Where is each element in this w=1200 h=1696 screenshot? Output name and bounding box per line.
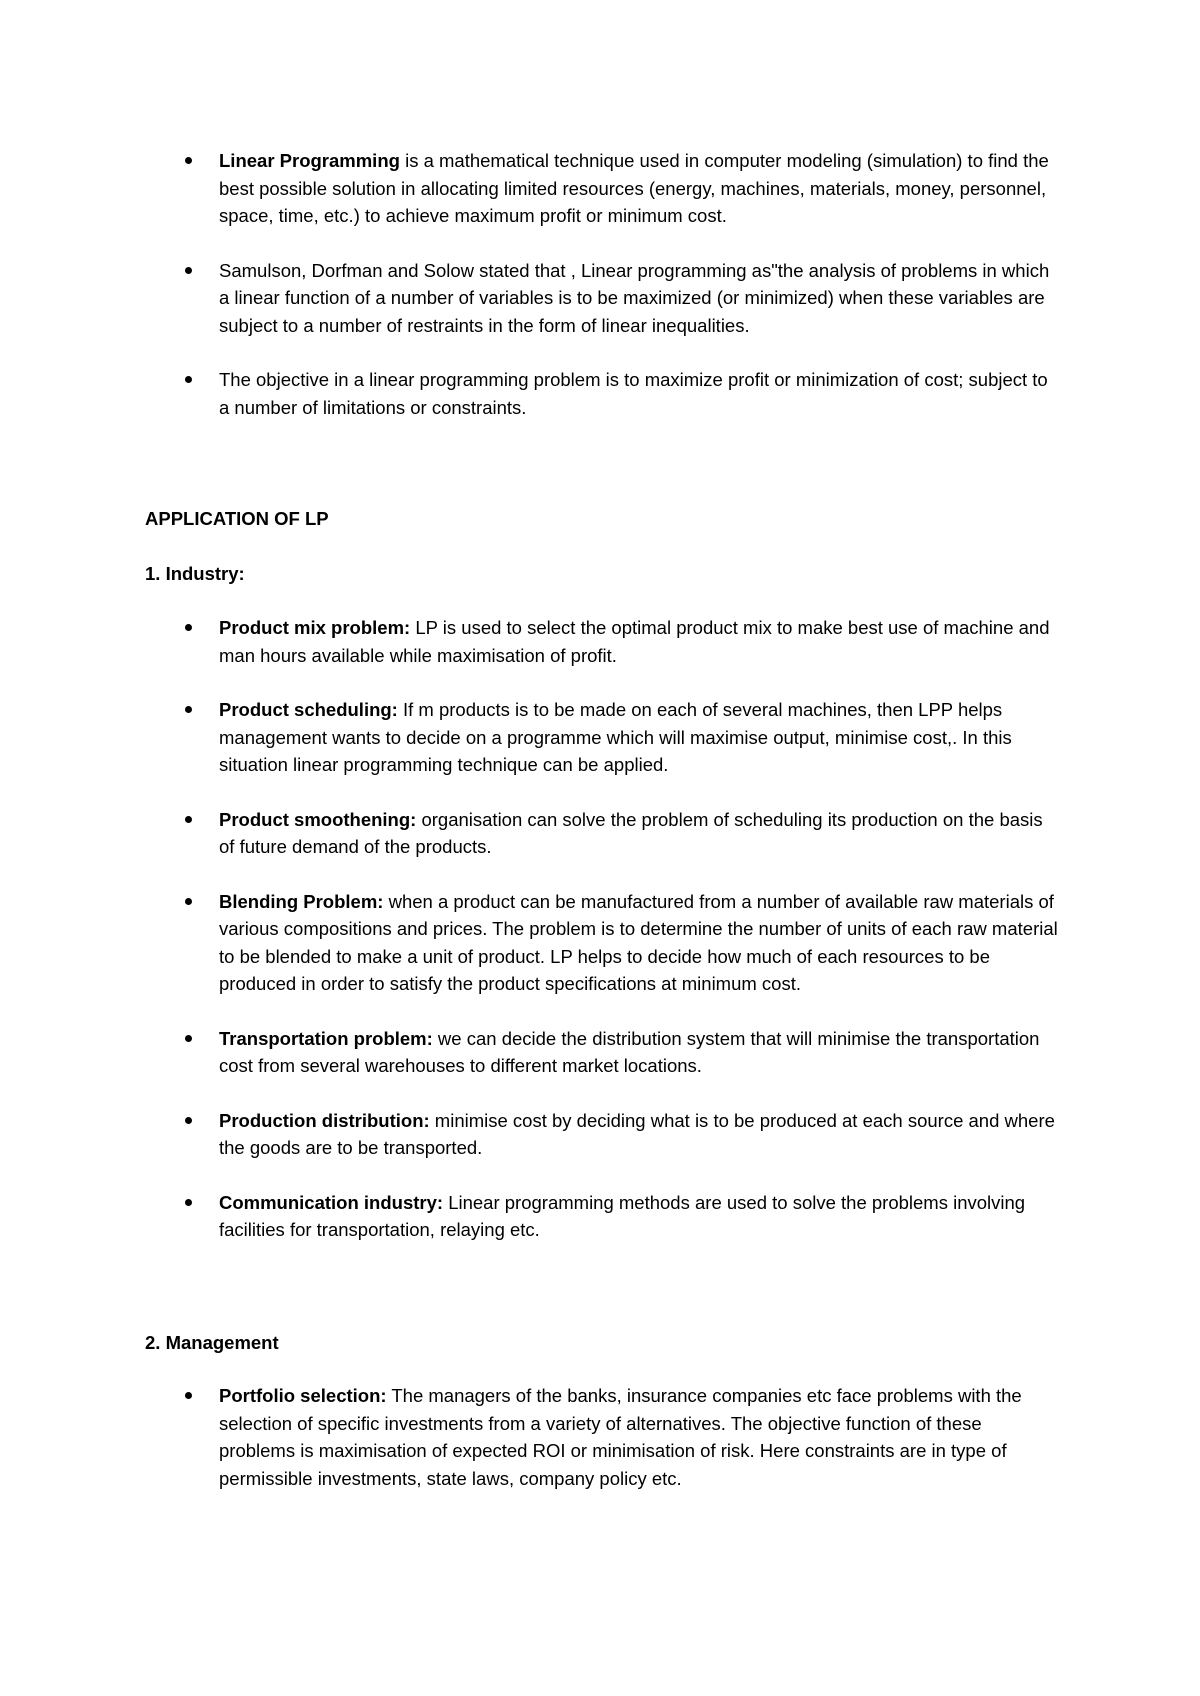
bullet-icon — [185, 1117, 192, 1124]
intro-bullet-item — [0, 366, 1059, 421]
bullet-text: The managers of the banks, insurance companies etc face problems with the selection of specific investments from a variety of alternatives. The objective function of these problems is maximisation of expected ROI or minimisation of risk. Here constraints are in type of permissible investments, state laws, company policy etc. — [219, 1385, 1022, 1489]
industry-bullet-item — [0, 614, 1059, 669]
industry-bullet-item — [0, 1189, 1059, 1244]
bullet-icon — [185, 1392, 192, 1399]
industry-bullet-item — [0, 888, 1059, 998]
intro-bullet-item — [0, 147, 1059, 230]
bullet-term: Communication industry: — [219, 1191, 444, 1213]
bullet-term: Blending Problem: — [219, 890, 384, 912]
industry-bullet-item — [0, 1107, 1059, 1162]
bullet-term: Product mix problem: — [219, 617, 411, 638]
management-bullet-list — [0, 1382, 1200, 1492]
management-heading: 2. Management — [145, 1332, 279, 1353]
bullet-icon — [185, 898, 192, 905]
intro-section — [0, 147, 1200, 421]
management-section — [0, 1382, 1200, 1492]
bullet-icon — [185, 267, 192, 274]
bullet-text: The objective in a linear programming problem is to maximize profit or minimization of cost; subject to a number of limitations or constraints. — [219, 369, 1048, 418]
bullet-term: Product scheduling: — [219, 699, 398, 720]
bullet-icon — [185, 816, 192, 823]
bullet-term: Production distribution: — [219, 1109, 430, 1131]
bullet-text: minimise cost by deciding what is to be produced at each source and where the goods are to be transported. — [219, 1109, 1055, 1158]
intro-bullet-item — [0, 257, 1059, 340]
bullet-text: If m products is to be made on each of several machines, then LPP helps management wants to decide on a programme which will maximise output, minimise cost,. In this situation linear programming technique can be applied. — [219, 699, 1012, 775]
industry-bullet-item — [0, 696, 1059, 779]
industry-bullet-list — [0, 614, 1200, 1244]
application-heading: APPLICATION OF LP — [145, 508, 329, 529]
industry-section — [0, 614, 1200, 1244]
bullet-text: LP is used to select the optimal product mix to make best use of machine and man hours available while maximisation of profit. — [219, 617, 1050, 666]
bullet-icon — [185, 706, 192, 713]
bullet-term: Linear Programming — [219, 150, 400, 171]
bullet-text: is a mathematical technique used in computer modeling (simulation) to find the best possible solution in allocating limited resources (energy, machines, materials, money, personnel, space, time, etc.) to achieve maximum profit or minimum cost. — [219, 150, 1049, 226]
bullet-term: Transportation problem: — [219, 1027, 433, 1049]
bullet-text: Samulson, Dorfman and Solow stated that , Linear programming as"the analysis of problems in which a linear function of a number of variables is to be maximized (or minimized) when these variables are subject to a number of restraints in the form of linear inequalities. — [219, 259, 1050, 336]
bullet-icon — [185, 157, 192, 164]
bullet-icon — [185, 376, 192, 383]
bullet-term: Product smoothening: — [219, 808, 417, 830]
industry-bullet-item — [0, 806, 1059, 861]
industry-bullet-item — [0, 1025, 1059, 1080]
bullet-icon — [185, 1199, 192, 1206]
bullet-text: Linear programming methods are used to solve the problems involving facilities for transportation, relaying etc. — [219, 1191, 1026, 1240]
bullet-text: organisation can solve the problem of scheduling its production on the basis of future demand of the products. — [219, 808, 1043, 857]
management-bullet-item — [0, 1382, 1059, 1492]
bullet-icon — [185, 1035, 192, 1042]
bullet-term: Portfolio selection: — [219, 1385, 387, 1406]
bullet-text: we can decide the distribution system that will minimise the transportation cost from several warehouses to different market locations. — [219, 1027, 1040, 1076]
bullet-icon — [185, 624, 192, 631]
industry-heading: 1. Industry: — [145, 563, 245, 584]
intro-bullet-list — [0, 147, 1200, 421]
bullet-text: when a product can be manufactured from a number of available raw materials of various compositions and prices. The problem is to determine the number of units of each raw material to be blended to make a unit of product. LP helps to decide how much of each resources to be produced in order to satisfy the product specifications at minimum cost. — [219, 890, 1058, 994]
